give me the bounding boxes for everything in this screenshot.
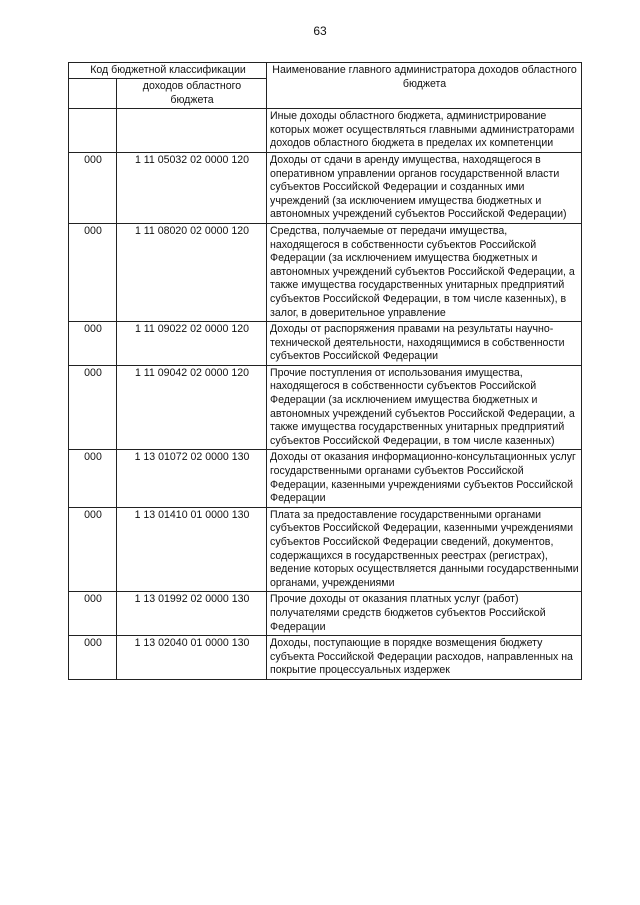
income-name-cell: Доходы от оказания информационно-консультационных услуг государственными органами субъектов Российской Федерации, казенными учреждениями субъектов Российской Федерации (267, 450, 582, 507)
header-classification: Код бюджетной классификации (69, 63, 267, 79)
header-administrator-name: Наименование главного администратора доходов областного бюджета (267, 63, 582, 109)
section-title: Иные доходы областного бюджета, администрирование которых может осуществляться главными администраторами доходов областного бюджета в пределах их компетенции (267, 109, 582, 153)
table-row (69, 365, 582, 450)
section-admin-cell (69, 109, 117, 153)
admin-code-cell: 000 (69, 450, 117, 507)
income-code-cell: 1 11 05032 02 0000 120 (117, 152, 267, 223)
admin-code-cell: 000 (69, 507, 117, 592)
income-name-cell: Доходы, поступающие в порядке возмещения бюджету субъекта Российской Федерации расходов, направленных на покрытие процессуальных издержек (267, 636, 582, 680)
table-row (69, 592, 582, 636)
header-admin-code (69, 79, 117, 109)
income-code-cell: 1 13 01072 02 0000 130 (117, 450, 267, 507)
table-row (69, 152, 582, 223)
admin-code-cell: 000 (69, 322, 117, 366)
income-code-cell: 1 13 01410 01 0000 130 (117, 507, 267, 592)
table-row (69, 322, 582, 366)
income-code-cell: 1 11 09042 02 0000 120 (117, 365, 267, 450)
admin-code-cell: 000 (69, 636, 117, 680)
income-name-cell: Прочие доходы от оказания платных услуг (работ) получателями средств бюджетов субъектов Российской Федерации (267, 592, 582, 636)
income-code-cell: 1 11 08020 02 0000 120 (117, 223, 267, 321)
section-code-cell (117, 109, 267, 153)
admin-code-cell: 000 (69, 592, 117, 636)
table-row (69, 636, 582, 680)
income-code-cell: 1 13 01992 02 0000 130 (117, 592, 267, 636)
income-name-cell: Средства, получаемые от передачи имущества, находящегося в собственности субъектов Российской Федерации (за исключением имущества бюджетных и автономных учреждений субъектов Российской Федерации, а также имущества государственных унитарных предприятий субъектов Российской Федерации, в том числе казенных), в залог, в доверительное управление (267, 223, 582, 321)
admin-code-cell: 000 (69, 152, 117, 223)
table-row (69, 507, 582, 592)
table-row (69, 223, 582, 321)
page-number: 63 (313, 24, 327, 38)
income-code-cell: 1 11 09022 02 0000 120 (117, 322, 267, 366)
admin-code-cell: 000 (69, 365, 117, 450)
income-code-cell: 1 13 02040 01 0000 130 (117, 636, 267, 680)
section-row (69, 109, 582, 153)
revenue-table (68, 62, 582, 680)
income-name-cell: Доходы от сдачи в аренду имущества, находящегося в оперативном управлении органов государственной власти субъектов Российской Федерации и созданных ими учреждений (за исключением имущества бюджетных и автономных учреждений субъектов Российской Федерации) (267, 152, 582, 223)
income-name-cell: Плата за предоставление государственными органами субъектов Российской Федерации, казенными учреждениями субъектов Российской Федерации сведений, документов, содержащихся в государственных реестрах (регистрах), ведение которых осуществляется данными государственными органами, учреждениями (267, 507, 582, 592)
admin-code-cell: 000 (69, 223, 117, 321)
header-income-code: доходов областного бюджета (117, 79, 267, 109)
income-name-cell: Доходы от распоряжения правами на результаты научно-технической деятельности, находящимися в собственности субъектов Российской Федерации (267, 322, 582, 366)
table-row (69, 450, 582, 507)
income-name-cell: Прочие поступления от использования имущества, находящегося в собственности субъектов Российской Федерации (за исключением имущества бюджетных и автономных учреждений субъектов Российской Федерации, а также имущества государственных унитарных предприятий субъектов Российской Федерации, в том числе казенных) (267, 365, 582, 450)
